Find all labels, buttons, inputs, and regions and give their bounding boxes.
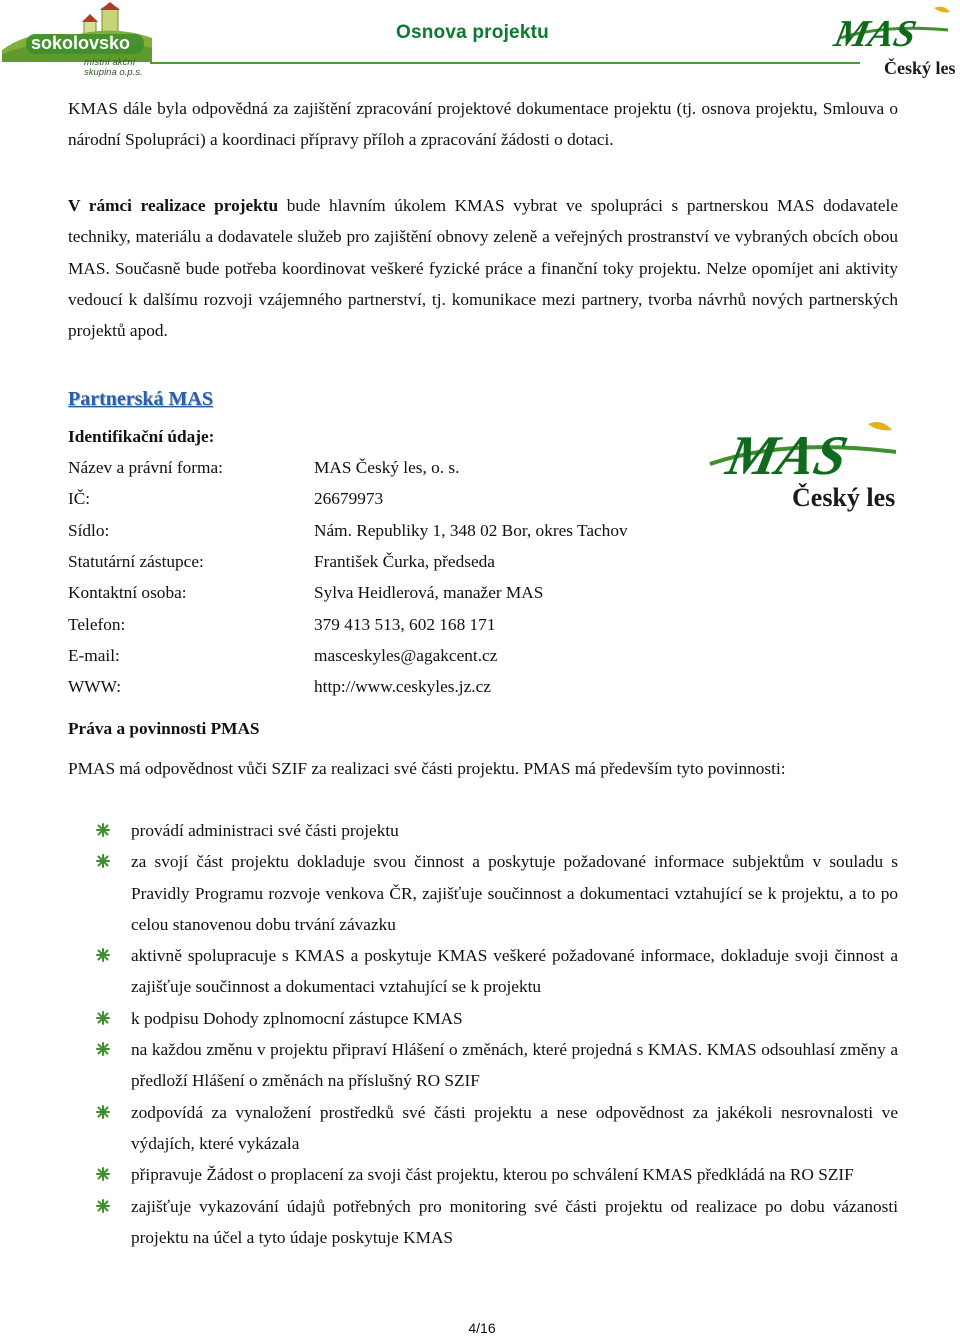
ident-value: František Čurka, předseda xyxy=(314,552,495,571)
list-item xyxy=(68,846,898,940)
list-item-text: za svojí část projektu dokladuje svou činnost a poskytuje požadované informace subjektům v souladu s Pravidly Programu rozvoje venkova ČR, zajišťuje součinnost a dokumentaci vztahující se k projektu, a to po celou stanovenou dobu trvání závazku xyxy=(131,852,898,934)
sokolovsko-logo xyxy=(2,2,162,80)
mas-cesky-les-logo xyxy=(706,418,902,518)
leaf-bullet-icon xyxy=(96,1199,110,1213)
list-item-text: na každou změnu v projektu připraví Hlášení o změnách, které projedná s KMAS. KMAS odsouhlasí změny a předloží Hlášení o změnách na příslušný RO SZIF xyxy=(131,1040,898,1091)
duties-list xyxy=(68,815,898,1253)
intro-paragraph-2-bold: V rámci realizace projektu xyxy=(68,196,279,215)
list-item xyxy=(68,940,898,1003)
list-item-text: provádí administraci své části projektu xyxy=(131,821,399,840)
intro-paragraph-2 xyxy=(68,190,898,346)
ident-label: WWW: xyxy=(68,677,122,696)
leaf-bullet-icon xyxy=(96,1105,110,1119)
leaf-bullet-icon xyxy=(96,1011,110,1025)
rights-intro: PMAS má odpovědnost vůči SZIF za realizaci své části projektu. PMAS má především tyto povinnosti: xyxy=(68,759,786,778)
ident-label: Název a právní forma: xyxy=(68,458,223,477)
ident-value: Nám. Republiky 1, 348 02 Bor, okres Tachov xyxy=(314,521,628,540)
ident-value: 379 413 513, 602 168 171 xyxy=(314,615,496,634)
list-item-text: připravuje Žádost o proplacení za svoji část projektu, kterou po schválení KMAS předkládá na RO SZIF xyxy=(131,1165,854,1185)
list-item-text: zajišťuje vykazování údajů potřebných pro monitoring své části projektu od realizace po dobu vázanosti projektu na účel a tyto údaje poskytuje KMAS xyxy=(131,1196,898,1247)
svg-text:skupina o.p.s.: skupina o.p.s. xyxy=(84,67,143,78)
list-item xyxy=(68,1034,898,1097)
ident-value: Sylva Heidlerová, manažer MAS xyxy=(314,583,544,602)
ident-label: Telefon: xyxy=(68,615,126,634)
ident-label: E-mail: xyxy=(68,646,120,665)
svg-text:Český les: Český les xyxy=(884,58,956,78)
list-item-text: k podpisu Dohody zplnomocní zástupce KMAS xyxy=(131,1008,463,1028)
svg-text:MAS: MAS xyxy=(721,425,853,487)
sokolovsko-logo-text: sokolovsko xyxy=(31,33,131,53)
ident-value[interactable]: http://www.ceskyles.jz.cz xyxy=(314,677,491,696)
list-item xyxy=(68,1191,898,1254)
ident-label: Sídlo: xyxy=(68,521,110,540)
rights-heading: Práva a povinnosti PMAS xyxy=(68,719,260,738)
svg-text:MAS: MAS xyxy=(830,13,920,55)
svg-text:Český les: Český les xyxy=(792,483,896,512)
ident-label: Kontaktní osoba: xyxy=(68,583,187,602)
header-divider xyxy=(150,62,860,64)
leaf-bullet-icon xyxy=(96,1167,110,1181)
ident-value: MAS Český les, o. s. xyxy=(314,458,460,477)
ident-heading: Identifikační údaje: xyxy=(68,427,215,446)
ident-value: 26679973 xyxy=(314,489,384,508)
leaf-bullet-icon xyxy=(96,1042,110,1056)
ident-label: Statutární zástupce: xyxy=(68,552,204,571)
intro-paragraph-2-text: bude hlavním úkolem KMAS vybrat ve spolupráci s partnerskou MAS dodavatele techniky, materiálu a dodavatele služeb pro zajištění obnovy zeleně a veřejných prostranství ve vybraných obcích obou MAS. Současně bude potřeba koordinovat veškeré fyzické práce a finanční toky projektu. Nelze opomíjet ani aktivity vedoucí k dalšímu rozvoji vzájemného partnerství, tj. komunikace mezi partnery, tvorba návrhů nových partnerských projektů apod. xyxy=(68,196,898,341)
list-item xyxy=(68,1097,898,1160)
leaf-bullet-icon xyxy=(96,823,110,837)
page-header xyxy=(0,0,960,80)
svg-text:místní akční: místní akční xyxy=(84,57,136,68)
list-item-text: zodpovídá za vynaložení prostředků své části projektu a nese odpovědnost za jakékoli nesrovnalosti ve výdajích, které vykázala xyxy=(131,1102,898,1153)
list-item-text: aktivně spolupracuje s KMAS a poskytuje KMAS veškeré požadované informace, dokladuje svoji činnost a zajišťuje součinnost a dokumentaci vztahující se k projektu xyxy=(131,946,898,997)
ident-value[interactable]: masceskyles@agakcent.cz xyxy=(314,646,498,665)
leaf-bullet-icon xyxy=(96,854,110,868)
mas-cesky-les-logo-small xyxy=(826,2,960,80)
header-title: Osnova projektu xyxy=(396,22,549,43)
list-item xyxy=(68,1159,898,1190)
list-item xyxy=(68,815,898,846)
leaf-bullet-icon xyxy=(96,948,110,962)
list-item xyxy=(68,1003,898,1034)
ident-label: IČ: xyxy=(68,489,91,508)
page-number: 4/16 xyxy=(468,1320,496,1336)
section-title-partner-mas: Partnerská MAS xyxy=(68,388,213,410)
intro-paragraph-1: KMAS dále byla odpovědná za zajištění zpracování projektové dokumentace projektu (tj. osnova projektu, Smlouva o národní Spolupráci) a koordinaci přípravy příloh a zpracování žádosti o dotaci. xyxy=(68,99,898,150)
